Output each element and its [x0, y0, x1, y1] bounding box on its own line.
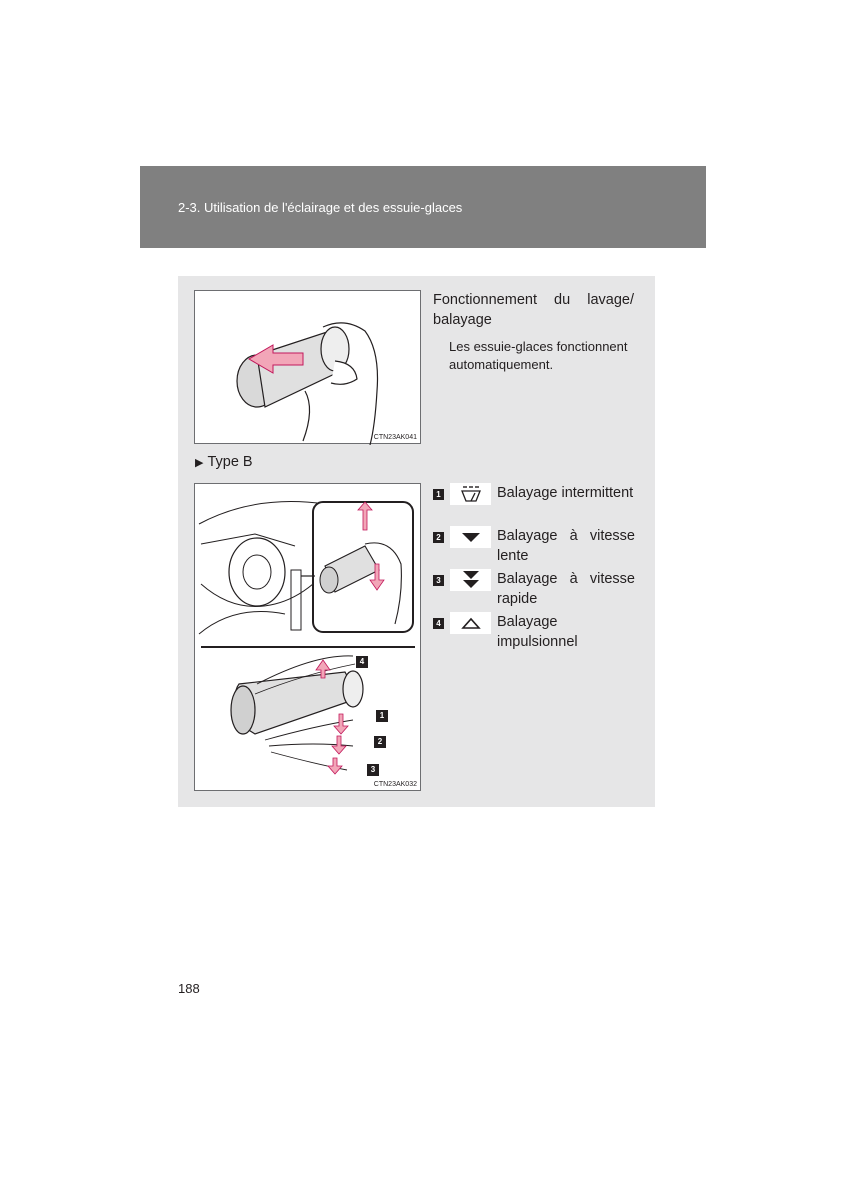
callout-1: 1 [376, 710, 388, 722]
double-triangle-down-icon [450, 569, 491, 591]
lever-pull-drawing [195, 291, 422, 445]
legend-item-2 [433, 526, 635, 570]
triangle-bullet-icon: ▶ [195, 457, 204, 469]
triangle-down-icon [450, 526, 491, 548]
section-title: 2-3. Utilisation de l'éclairage et des essuie-glaces [178, 200, 463, 215]
number-badge: 3 [433, 575, 444, 586]
triangle-up-outline-icon [450, 612, 491, 634]
type-b-lever-illustration [194, 483, 421, 791]
number-badge: 1 [433, 489, 444, 500]
figure-code: CTN23AK041 [373, 434, 417, 441]
legend-text: Balayage à vitesse lente [497, 528, 635, 564]
legend-item-3 [433, 569, 635, 613]
page-number: 188 [178, 981, 200, 996]
section-body: Les essuie-glaces fonctionnent automatiquement. [449, 339, 628, 372]
callout-4: 4 [356, 656, 368, 668]
dashboard-and-lever-drawing [195, 484, 422, 792]
header-bar [140, 166, 706, 248]
callout-2: 2 [374, 736, 386, 748]
legend-item-1 [433, 483, 635, 527]
number-badge: 4 [433, 618, 444, 629]
legend-text: Balayage impulsionnel [497, 614, 578, 650]
intermittent-wipe-icon [450, 483, 491, 505]
wiper-wash-illustration [194, 290, 421, 444]
content-panel [178, 276, 655, 807]
legend-text: Balayage à vitesse rapide [497, 571, 635, 607]
type-label: ▶ Type B [195, 454, 253, 470]
legend-text: Balayage intermittent [497, 485, 634, 501]
number-badge: 2 [433, 532, 444, 543]
legend-item-4 [433, 612, 635, 656]
figure-code: CTN23AK032 [373, 781, 417, 788]
section-heading: Fonctionnement du lavage/ balayage [433, 292, 634, 328]
callout-3: 3 [367, 764, 379, 776]
